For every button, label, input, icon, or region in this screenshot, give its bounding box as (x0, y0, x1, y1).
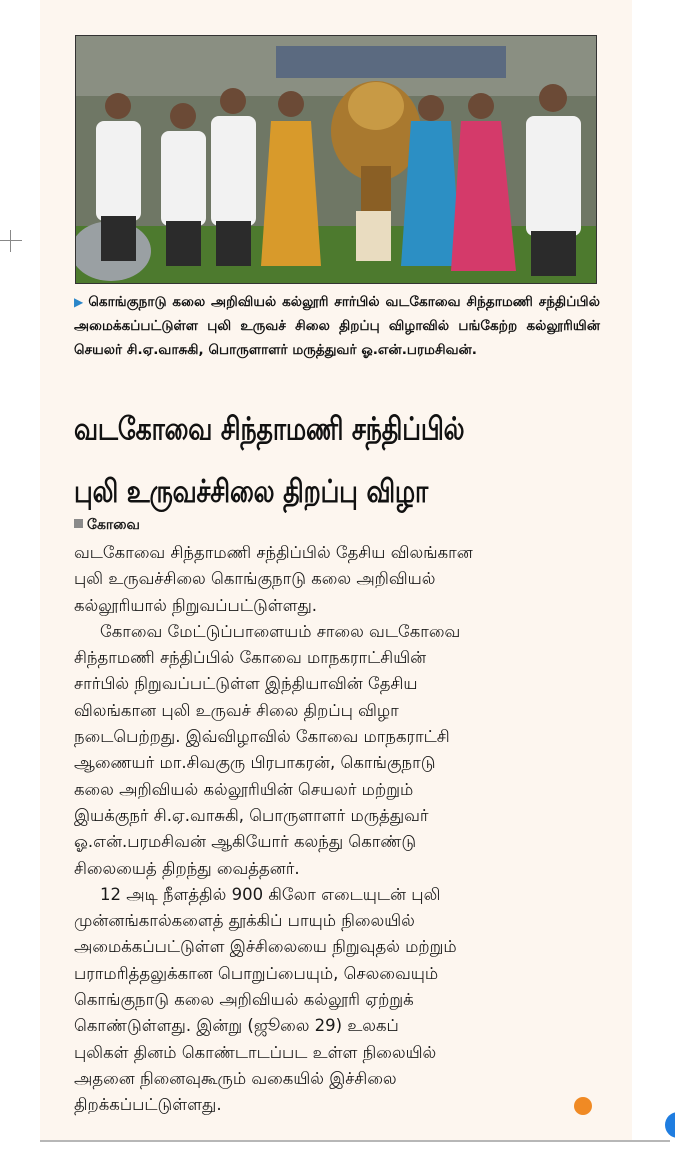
body-line: முன்னங்கால்களைத் தூக்கிப் பாயும் நிலையில் (74, 911, 415, 931)
dateline-text: கோவை (87, 517, 140, 533)
body-line: 12 அடி நீளத்தில் 900 கிலோ எடையுடன் புலி (100, 884, 441, 904)
paragraph-3 (74, 882, 594, 1119)
body-line: சிந்தாமணி சந்திப்பில் கோவை மாநகராட்சியின் (74, 648, 427, 668)
bottom-rule (40, 1140, 670, 1142)
crosshair-icon (0, 230, 22, 252)
headline-line-2: புலி உருவச்சிலை திறப்பு விழா (74, 473, 429, 510)
square-icon (74, 519, 83, 528)
body-line: கல்லூரியால் நிறுவப்பட்டுள்ளது. (74, 595, 318, 615)
headline-line-1: வடகோவை சிந்தாமணி சந்திப்பில் (74, 410, 465, 447)
photo-illustration (76, 36, 596, 283)
body-line: கொங்குநாடு கலை அறிவியல் கல்லூரி ஏற்றுக் (74, 990, 414, 1010)
body-line: விலங்கான புலி உருவச் சிலை திறப்பு விழா (74, 700, 399, 720)
body-line: கொண்டுள்ளது. இன்று (ஜூலை 29) உலகப் (74, 1016, 399, 1036)
body-line: நடைபெற்றது. இவ்விழாவில் கோவை மாநகராட்சி (74, 727, 450, 747)
body-line: புலி உருவச்சிலை கொங்குநாடு கலை அறிவியல் (74, 569, 436, 589)
body-line: அமைக்கப்பட்டுள்ள இச்சிலையை நிறுவுதல் மற்றும் (74, 937, 457, 957)
paragraph-2 (74, 619, 594, 882)
body-line: சார்பில் நிறுவப்பட்டுள்ள இந்தியாவின் தேசிய (74, 674, 418, 694)
photo-caption (74, 290, 600, 362)
article-photo (75, 35, 597, 284)
body-line: கோவை மேட்டுப்பாளையம் சாலை வடகோவை (100, 621, 461, 641)
body-line: சிலையைத் திறந்து வைத்தனர். (74, 858, 300, 878)
body-line: திறக்கப்பட்டுள்ளது. (74, 1095, 222, 1115)
circle-dot-icon (574, 1097, 592, 1115)
article-body (74, 540, 594, 1119)
paragraph-1 (74, 540, 594, 619)
headline (74, 398, 614, 523)
body-line: வடகோவை சிந்தாமணி சந்திப்பில் தேசிய விலங்கான (74, 543, 473, 562)
body-line: இயக்குநர் சி.ஏ.வாசுகி, பொருளாளர் மருத்துவர் (74, 805, 429, 825)
body-line: ஓ.என்.பரமசிவன் ஆகியோர் கலந்து கொண்டு (74, 832, 417, 852)
triangle-right-icon: ▶ (74, 295, 85, 309)
caption-text: கொங்குநாடு கலை அறிவியல் கல்லூரி சார்பில் வடகோவை சிந்தாமணி சந்திப்பில் அமைக்கப்பட்டுள்ள புலி உருவச் சிலை திறப்பு விழாவில் பங்கேற்ற கல்லூரியின் செயலர் சி.ஏ.வாசுகி, பொருளாளர் மருத்துவர் ஓ.என்.பரமசிவன். (74, 294, 600, 358)
body-line: பராமரித்தலுக்கான பொறுப்பையும், செலவையும் (74, 963, 439, 983)
body-line: அதனை நினைவுகூரும் வகையில் இச்சிலை (74, 1068, 397, 1088)
body-line: ஆணையர் மா.சிவகுரு பிரபாகரன், கொங்குநாடு (74, 753, 436, 773)
body-line: புலிகள் தினம் கொண்டாடப்பட உள்ள நிலையில் (74, 1042, 437, 1062)
body-line: கலை அறிவியல் கல்லூரியின் செயலர் மற்றும் (74, 779, 414, 799)
floating-action-icon[interactable] (665, 1112, 675, 1138)
dateline (74, 517, 140, 535)
